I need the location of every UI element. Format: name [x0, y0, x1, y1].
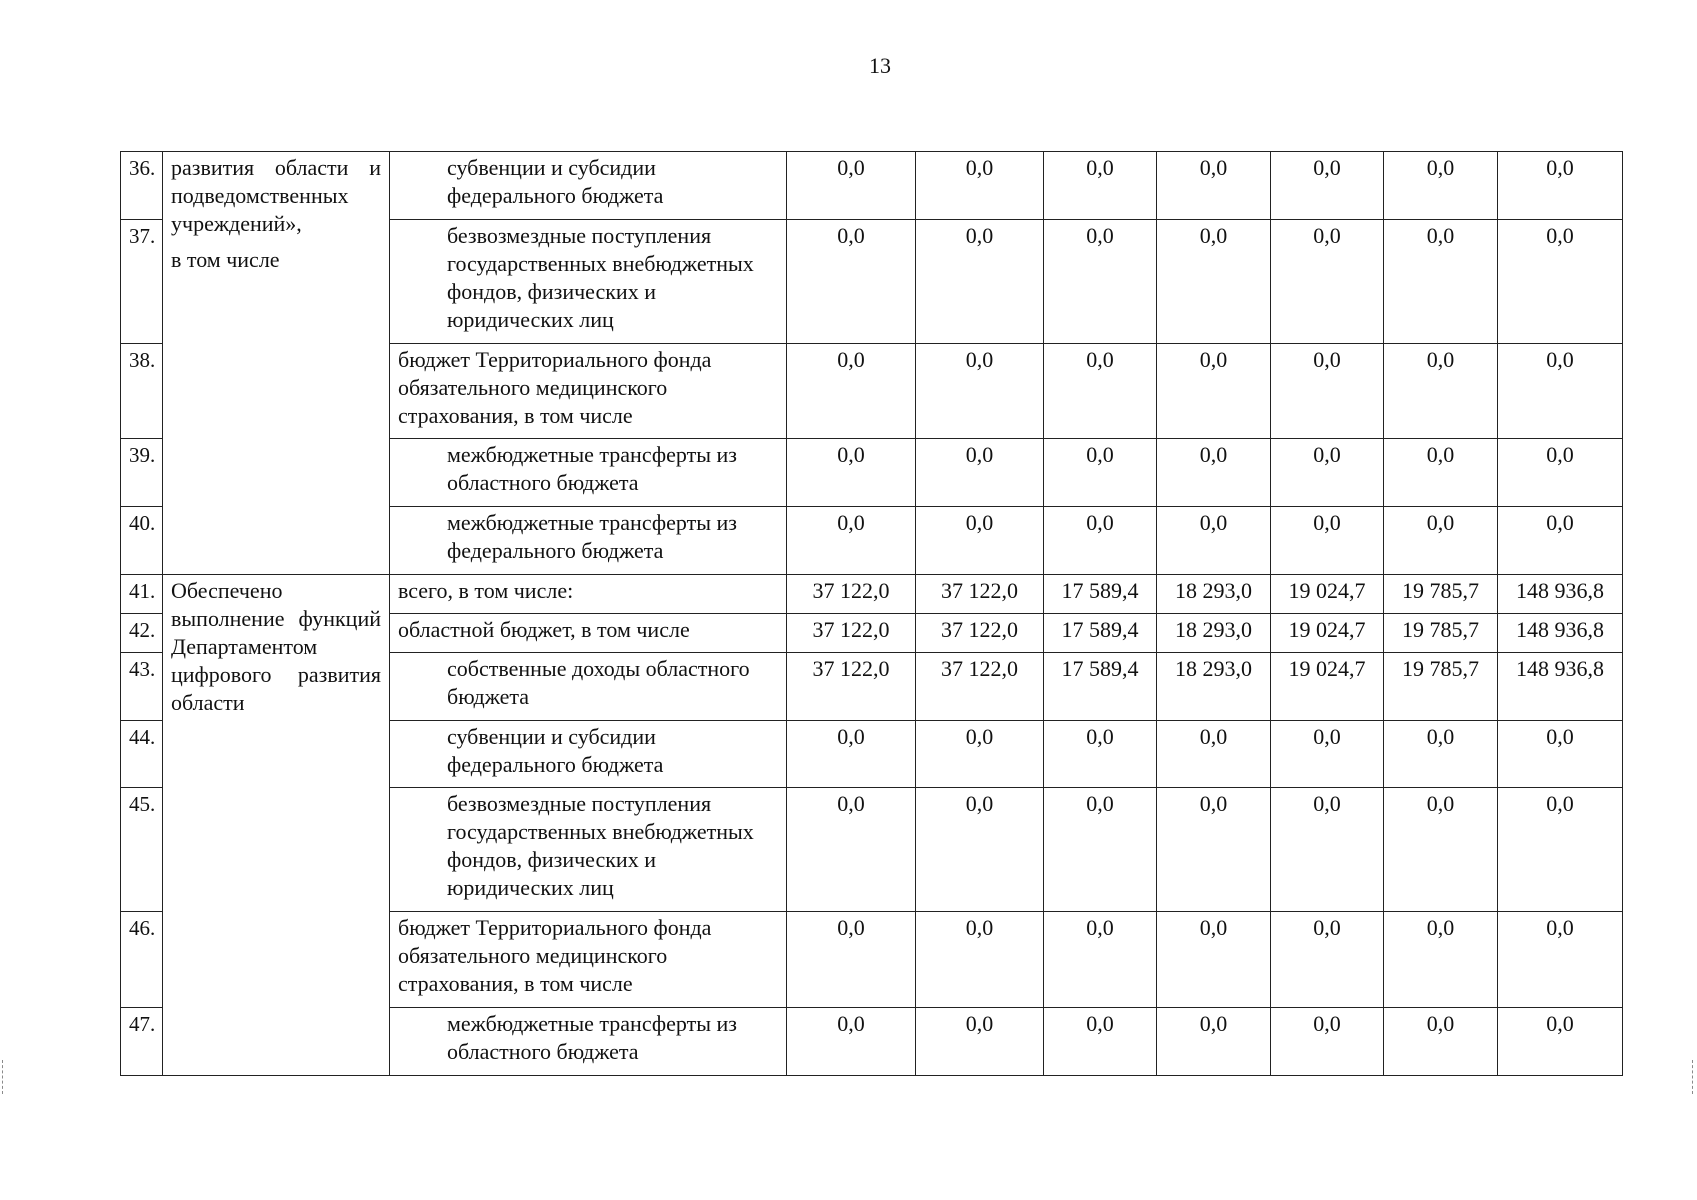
table-row — [121, 152, 1623, 220]
value-cell: 0,0 — [1044, 220, 1157, 344]
value-cell: 0,0 — [1044, 507, 1157, 575]
program-group-cell — [163, 152, 390, 575]
value-cell: 0,0 — [1271, 152, 1384, 220]
funding-source: собственные доходы областного бюджета — [390, 653, 787, 721]
value-cell: 37 122,0 — [787, 614, 916, 653]
value-cell: 0,0 — [1384, 439, 1498, 507]
value-cell: 37 122,0 — [787, 575, 916, 614]
value-cell: 18 293,0 — [1157, 575, 1271, 614]
value-cell: 0,0 — [787, 439, 916, 507]
page-number: 13 — [869, 53, 891, 78]
funding-source: всего, в том числе: — [390, 575, 787, 614]
program-group-cell — [163, 575, 390, 1076]
value-cell: 37 122,0 — [916, 614, 1044, 653]
table-body — [121, 152, 1623, 1076]
funding-source: безвозмездные поступления государственных внебюджетных фондов, физических и юридических лиц — [390, 788, 787, 912]
value-cell: 0,0 — [1157, 1008, 1271, 1076]
value-cell: 0,0 — [1044, 721, 1157, 788]
funding-source: межбюджетные трансферты из областного бюджета — [390, 439, 787, 507]
funding-source: субвенции и субсидии федерального бюджета — [390, 152, 787, 220]
program-group-note: в том числе — [171, 247, 280, 272]
value-cell: 0,0 — [1384, 344, 1498, 439]
value-cell: 148 936,8 — [1498, 653, 1623, 721]
value-cell: 0,0 — [1157, 507, 1271, 575]
value-cell: 0,0 — [787, 1008, 916, 1076]
value-cell: 0,0 — [1384, 912, 1498, 1008]
row-number: 36. — [121, 152, 163, 220]
scan-edge-mark-right — [1692, 1060, 1695, 1094]
value-cell: 37 122,0 — [916, 575, 1044, 614]
value-cell: 0,0 — [1157, 721, 1271, 788]
value-cell: 0,0 — [787, 220, 916, 344]
row-number: 46. — [121, 912, 163, 1008]
value-cell: 148 936,8 — [1498, 614, 1623, 653]
value-cell: 0,0 — [1498, 152, 1623, 220]
value-cell: 0,0 — [1271, 912, 1384, 1008]
row-number: 47. — [121, 1008, 163, 1076]
row-number: 44. — [121, 721, 163, 788]
value-cell: 0,0 — [1271, 344, 1384, 439]
value-cell: 0,0 — [1384, 152, 1498, 220]
value-cell: 19 024,7 — [1271, 575, 1384, 614]
program-group-label: развития области и подведомственных учреждений», — [171, 155, 381, 236]
value-cell: 17 589,4 — [1044, 653, 1157, 721]
funding-source: бюджет Территориального фонда обязательного медицинского страхования, в том числе — [390, 912, 787, 1008]
value-cell: 0,0 — [1044, 788, 1157, 912]
value-cell: 0,0 — [1044, 344, 1157, 439]
row-number: 39. — [121, 439, 163, 507]
value-cell: 0,0 — [916, 220, 1044, 344]
value-cell: 0,0 — [1498, 439, 1623, 507]
funding-source: межбюджетные трансферты из федерального бюджета — [390, 507, 787, 575]
value-cell: 0,0 — [1384, 1008, 1498, 1076]
value-cell: 0,0 — [1498, 912, 1623, 1008]
value-cell: 19 024,7 — [1271, 653, 1384, 721]
funding-source: межбюджетные трансферты из областного бюджета — [390, 1008, 787, 1076]
value-cell: 0,0 — [916, 152, 1044, 220]
funding-source: безвозмездные поступления государственных внебюджетных фондов, физических и юридических лиц — [390, 220, 787, 344]
row-number: 37. — [121, 220, 163, 344]
value-cell: 0,0 — [916, 344, 1044, 439]
value-cell: 0,0 — [1498, 721, 1623, 788]
value-cell: 0,0 — [787, 152, 916, 220]
value-cell: 0,0 — [1498, 1008, 1623, 1076]
value-cell: 0,0 — [916, 507, 1044, 575]
value-cell: 0,0 — [1271, 439, 1384, 507]
value-cell: 0,0 — [1384, 507, 1498, 575]
row-number: 38. — [121, 344, 163, 439]
value-cell: 0,0 — [1271, 721, 1384, 788]
row-number: 40. — [121, 507, 163, 575]
value-cell: 0,0 — [916, 912, 1044, 1008]
value-cell: 0,0 — [1498, 344, 1623, 439]
value-cell: 0,0 — [1384, 788, 1498, 912]
value-cell: 0,0 — [787, 721, 916, 788]
row-number: 41. — [121, 575, 163, 614]
value-cell: 0,0 — [1157, 152, 1271, 220]
funding-source: областной бюджет, в том числе — [390, 614, 787, 653]
value-cell: 0,0 — [1384, 220, 1498, 344]
row-number: 43. — [121, 653, 163, 721]
value-cell: 18 293,0 — [1157, 614, 1271, 653]
value-cell: 0,0 — [787, 788, 916, 912]
row-number: 45. — [121, 788, 163, 912]
value-cell: 0,0 — [787, 912, 916, 1008]
value-cell: 0,0 — [1271, 788, 1384, 912]
value-cell: 0,0 — [787, 507, 916, 575]
value-cell: 0,0 — [916, 788, 1044, 912]
value-cell: 0,0 — [1044, 439, 1157, 507]
value-cell: 0,0 — [1157, 788, 1271, 912]
value-cell: 19 785,7 — [1384, 653, 1498, 721]
value-cell: 0,0 — [1498, 220, 1623, 344]
value-cell: 0,0 — [916, 439, 1044, 507]
value-cell: 0,0 — [1157, 344, 1271, 439]
funding-source: бюджет Территориального фонда обязательного медицинского страхования, в том числе — [390, 344, 787, 439]
program-group-label: Обеспечено выполнение функций Департаментом цифрового развития области — [171, 578, 381, 715]
value-cell: 0,0 — [1157, 912, 1271, 1008]
value-cell: 148 936,8 — [1498, 575, 1623, 614]
value-cell: 0,0 — [1271, 220, 1384, 344]
funding-source: субвенции и субсидии федерального бюджета — [390, 721, 787, 788]
value-cell: 0,0 — [787, 344, 916, 439]
value-cell: 0,0 — [1044, 912, 1157, 1008]
value-cell: 17 589,4 — [1044, 575, 1157, 614]
value-cell: 19 785,7 — [1384, 575, 1498, 614]
value-cell: 0,0 — [1498, 507, 1623, 575]
value-cell: 0,0 — [1498, 788, 1623, 912]
value-cell: 18 293,0 — [1157, 653, 1271, 721]
value-cell: 37 122,0 — [916, 653, 1044, 721]
value-cell: 0,0 — [1271, 507, 1384, 575]
value-cell: 0,0 — [1044, 1008, 1157, 1076]
value-cell: 0,0 — [916, 721, 1044, 788]
table-row — [121, 575, 1623, 614]
scan-edge-mark-left — [2, 1060, 5, 1094]
budget-table — [120, 151, 1623, 1076]
value-cell: 19 024,7 — [1271, 614, 1384, 653]
value-cell: 0,0 — [1271, 1008, 1384, 1076]
value-cell: 0,0 — [916, 1008, 1044, 1076]
value-cell: 17 589,4 — [1044, 614, 1157, 653]
value-cell: 37 122,0 — [787, 653, 916, 721]
value-cell: 0,0 — [1157, 439, 1271, 507]
value-cell: 0,0 — [1157, 220, 1271, 344]
value-cell: 19 785,7 — [1384, 614, 1498, 653]
value-cell: 0,0 — [1384, 721, 1498, 788]
row-number: 42. — [121, 614, 163, 653]
value-cell: 0,0 — [1044, 152, 1157, 220]
